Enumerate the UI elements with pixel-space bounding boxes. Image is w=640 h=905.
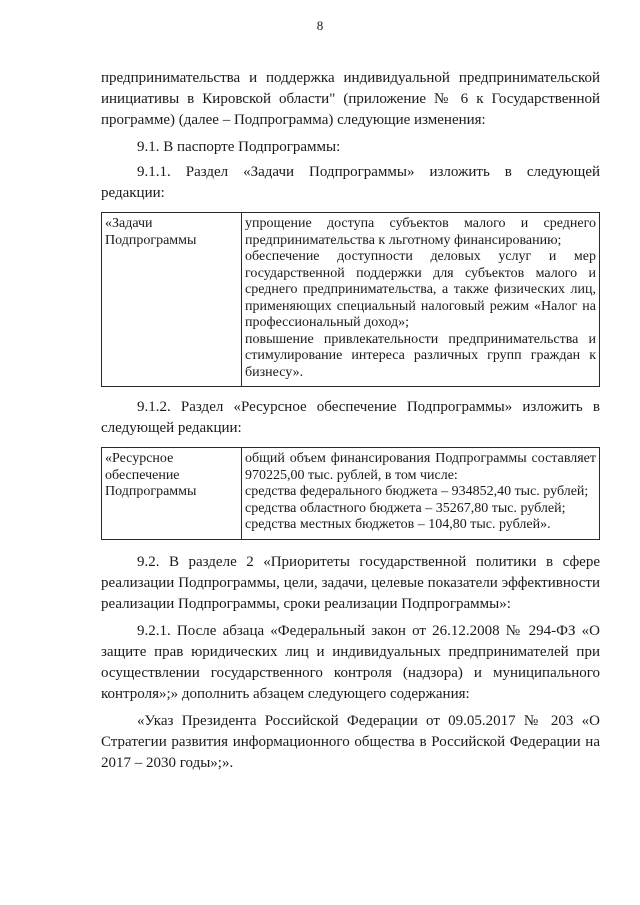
item-9-1: 9.1. В паспорте Подпрограммы: [137,139,341,155]
item-9-1-2: 9.1.2. Раздел «Ресурсное обеспечение Подпрограммы» изложить в следующей редакции: [101,399,600,436]
resources-label-cell: «Ресурсное обеспечение Подпрограммы [102,448,242,540]
document-body [101,68,600,774]
intro-paragraph: предпринимательства и поддержка индивидуальной предпринимательской инициативы в Кировской области" (приложение № 6 к Государственной программе) (далее – Подпрограмма) следующие изменения: [101,70,600,128]
page-number: 8 [316,18,324,33]
item-9-2: 9.2. В разделе 2 «Приоритеты государственной политики в сфере реализации Подпрограммы, цели, задачи, целевые показатели эффективности реализации Подпрограммы, сроки реализации Подпрограммы»: [101,553,600,612]
tasks-line: повышение привлекательности предпринимательства и стимулирование интереса различных групп граждан к бизнесу». [245,331,596,380]
resources-value-cell [242,448,600,540]
resources-line: средства областного бюджета – 35267,80 тыс. рублей; [245,500,566,516]
tasks-line: упрощение доступа субъектов малого и среднего предпринимательства к льготному финансированию; [245,216,596,248]
tasks-table [101,212,600,387]
tasks-line: обеспечение доступности деловых услуг и мер государственной поддержки для субъектов малого и среднего предпринимательства, а также физических лиц, применяющих специальный налоговый режим «Налог на профессиональный доход»; [245,249,596,330]
table-row [102,448,600,540]
resources-line: средства местных бюджетов – 104,80 тыс. рублей». [245,517,551,532]
resources-line: средства федерального бюджета – 934852,40 тыс. рублей; [245,484,589,499]
tasks-value-cell [242,213,600,387]
item-9-1-1: 9.1.1. Раздел «Задачи Подпрограммы» изложить в следующей редакции: [101,164,600,201]
resources-line: общий объем финансирования Подпрограммы составляет 970225,00 тыс. рублей, в том числе: [245,451,596,483]
resources-table [101,447,600,540]
tasks-label-cell: «Задачи Подпрограммы [102,213,242,387]
item-9-2-1: 9.2.1. После абзаца «Федеральный закон от 26.12.2008 № 294-ФЗ «О защите прав юридических лиц и индивидуальных предпринимателей при осуществлении государственного контроля (надзора) и муниципального контроля»;» дополнить абзацем следующего содержания: [101,622,600,702]
table-row [102,213,600,387]
quote-paragraph: «Указ Президента Российской Федерации от 09.05.2017 № 203 «О Стратегии развития информационного общества в Российской Федерации на 2017 – 2030 годы»;». [101,712,600,771]
